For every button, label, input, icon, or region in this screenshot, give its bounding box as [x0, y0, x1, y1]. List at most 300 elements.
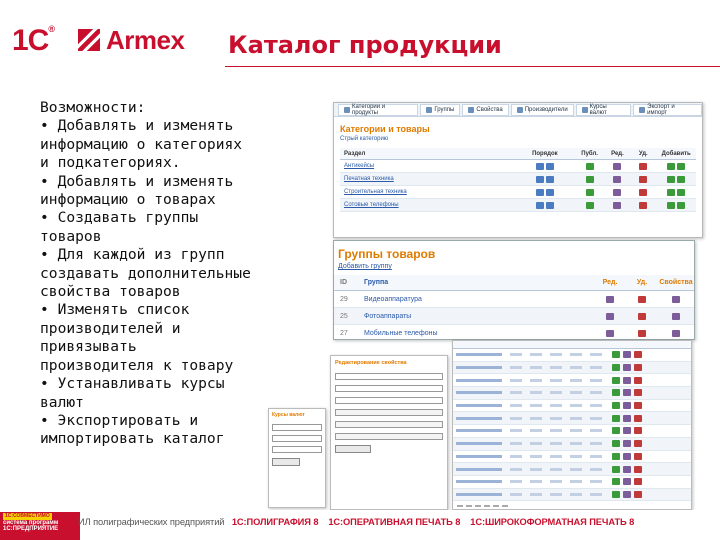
col-edit: Ред. [611, 150, 624, 157]
tab-label: Экспорт и импорт [647, 103, 675, 116]
feature-line: привязывать [40, 338, 137, 356]
footer-products [78, 517, 634, 527]
tab-icon [344, 107, 350, 113]
feature-line: валют [40, 393, 84, 411]
feature-line: • Изменять список [40, 301, 190, 319]
footer-product-1: 1С:ПОЛИГРАФИЯ 8 [231, 517, 319, 527]
group-id: 27 [340, 329, 348, 337]
feature-line: производителей и [40, 319, 181, 337]
product-cell-placeholder [590, 429, 602, 432]
tab-label: Категории и продукты [351, 103, 386, 116]
edit-icon[interactable] [623, 415, 631, 422]
currency-input[interactable] [272, 424, 322, 431]
product-cell-placeholder [570, 417, 582, 420]
edit-icon[interactable] [623, 453, 631, 460]
order-cell [515, 163, 575, 170]
delete-icon[interactable] [638, 330, 646, 337]
product-cell-placeholder [530, 429, 542, 432]
order-cell [515, 189, 575, 196]
product-cell-placeholder [510, 468, 522, 471]
product-cell-placeholder [510, 366, 522, 369]
properties-icon[interactable] [672, 330, 680, 337]
add-subcategory-icon[interactable] [667, 189, 675, 196]
logo-armex [78, 26, 184, 54]
edit-icon[interactable] [613, 202, 621, 209]
delete-icon[interactable] [634, 453, 642, 460]
product-cell-placeholder [590, 480, 602, 483]
product-cell-placeholder [510, 353, 522, 356]
edit-cell [605, 189, 631, 196]
row-actions [612, 427, 642, 434]
col-published: Публ. [581, 150, 598, 157]
table-row [453, 349, 691, 362]
edit-icon[interactable] [606, 296, 614, 303]
row-actions [612, 351, 642, 358]
table-row [340, 186, 696, 199]
product-name-placeholder[interactable] [456, 417, 502, 420]
row-actions [612, 466, 642, 473]
product-cell-placeholder [550, 353, 562, 356]
delete-cell [630, 202, 656, 209]
product-cell-placeholder [590, 442, 602, 445]
product-cell-placeholder [590, 366, 602, 369]
feature-line: информацию о товарах [40, 191, 216, 209]
product-cell-placeholder [590, 404, 602, 407]
published-icon[interactable] [586, 176, 594, 183]
publish-cell [575, 202, 605, 209]
table-row [453, 438, 691, 451]
group-name[interactable]: Мобильные телефоны [364, 329, 438, 337]
product-cell-placeholder [590, 353, 602, 356]
edit-icon[interactable] [623, 364, 631, 371]
compat-badge-line1: 1С:СОВМЕСТИМО [5, 513, 50, 519]
delete-icon[interactable] [638, 296, 646, 303]
table-row [453, 463, 691, 476]
products-table-body [453, 349, 691, 501]
group-id: 29 [340, 295, 348, 303]
groups-table-body [334, 291, 694, 340]
delete-cell [630, 189, 656, 196]
publish-icon[interactable] [612, 415, 620, 422]
product-cell-placeholder [530, 379, 542, 382]
col-section: Раздел [344, 150, 366, 157]
delete-icon[interactable] [634, 364, 642, 371]
publish-icon[interactable] [612, 453, 620, 460]
groups-table-header [334, 275, 694, 291]
category-name[interactable]: Печатная техника [344, 176, 394, 182]
product-cell-placeholder [590, 391, 602, 394]
table-row [453, 400, 691, 413]
order-cell [515, 176, 575, 183]
published-icon[interactable] [586, 163, 594, 170]
edit-cell [594, 330, 626, 337]
move-down-icon[interactable] [536, 176, 544, 183]
group-name[interactable]: Фотоаппараты [364, 312, 412, 320]
feature-line: • Устанавливать курсы [40, 375, 225, 393]
delete-icon[interactable] [638, 313, 646, 320]
product-name-placeholder[interactable] [456, 353, 502, 356]
delete-cell [626, 313, 658, 320]
col-order: Порядок [532, 150, 558, 157]
publish-cell [575, 176, 605, 183]
product-cell-placeholder [570, 366, 582, 369]
pager [457, 505, 508, 507]
product-cell-placeholder [510, 493, 522, 496]
product-cell-placeholder [510, 455, 522, 458]
product-cell-placeholder [570, 493, 582, 496]
row-actions [612, 440, 642, 447]
properties-icon[interactable] [672, 296, 680, 303]
add-cell [656, 176, 696, 183]
add-cell [656, 202, 696, 209]
tab-label: Производители [524, 106, 568, 113]
tab-icon [426, 107, 432, 113]
products-screenshot [452, 340, 692, 510]
delete-icon[interactable] [639, 176, 647, 183]
product-cell-placeholder [570, 353, 582, 356]
delete-icon[interactable] [639, 189, 647, 196]
product-cell-placeholder [550, 429, 562, 432]
currency-screenshot [268, 408, 326, 508]
edit-cell [605, 176, 631, 183]
product-cell-placeholder [530, 353, 542, 356]
feature-line: информацию о категориях [40, 135, 243, 153]
feature-line: свойства товаров [40, 283, 181, 301]
edit-cell [594, 313, 626, 320]
compat-badge-line3: 1С:ПРЕДПРИЯТИЕ [3, 526, 59, 532]
product-cell-placeholder [550, 379, 562, 382]
product-cell-placeholder [550, 455, 562, 458]
group-name[interactable]: Видеоаппаратура [364, 295, 422, 303]
publish-icon[interactable] [612, 440, 620, 447]
delete-icon[interactable] [634, 466, 642, 473]
product-name-placeholder[interactable] [456, 455, 502, 458]
groups-screenshot [333, 240, 695, 340]
property-type-select[interactable] [335, 409, 443, 416]
product-cell-placeholder [550, 366, 562, 369]
product-name-placeholder[interactable] [456, 366, 502, 369]
product-cell-placeholder [510, 391, 522, 394]
product-cell-placeholder [570, 429, 582, 432]
edit-icon[interactable] [606, 330, 614, 337]
row-actions [612, 402, 642, 409]
product-name-placeholder[interactable] [456, 468, 502, 471]
row-actions [612, 377, 642, 384]
footer-prefix: ИЛ полиграфических предприятий [78, 517, 225, 527]
edit-icon[interactable] [606, 313, 614, 320]
category-name[interactable]: Сотовые телефоны [344, 202, 399, 208]
table-row [453, 476, 691, 489]
property-name-input[interactable] [335, 373, 443, 380]
edit-icon[interactable] [613, 163, 621, 170]
product-cell-placeholder [530, 455, 542, 458]
tab-item[interactable] [338, 104, 418, 116]
properties-icon[interactable] [672, 313, 680, 320]
product-cell-placeholder [530, 442, 542, 445]
feature-line: и подкатегориях. [40, 154, 181, 172]
product-cell-placeholder [570, 480, 582, 483]
edit-icon[interactable] [623, 351, 631, 358]
feature-line: импортировать каталог [40, 430, 225, 448]
currency-title: Курсы валют [272, 412, 305, 418]
edit-icon[interactable] [623, 478, 631, 485]
group-id: 25 [340, 312, 348, 320]
publish-icon[interactable] [612, 402, 620, 409]
save-button[interactable] [272, 458, 300, 466]
product-cell-placeholder [530, 417, 542, 420]
delete-icon[interactable] [634, 491, 642, 498]
table-row [453, 451, 691, 464]
product-cell-placeholder [550, 493, 562, 496]
delete-icon[interactable] [634, 415, 642, 422]
col-group: Группа [364, 279, 389, 286]
col-add: Добавить [661, 150, 691, 157]
product-cell-placeholder [590, 493, 602, 496]
table-row [334, 325, 694, 340]
col-id: ID [340, 279, 347, 286]
add-group-link[interactable]: Добавить группу [338, 263, 392, 270]
publish-icon[interactable] [612, 389, 620, 396]
published-icon[interactable] [586, 202, 594, 209]
page-6[interactable] [502, 505, 508, 507]
page-2[interactable] [466, 505, 472, 507]
product-cell-placeholder [570, 455, 582, 458]
edit-cell [605, 202, 631, 209]
publish-icon[interactable] [612, 466, 620, 473]
product-cell-placeholder [510, 417, 522, 420]
publish-icon[interactable] [612, 351, 620, 358]
move-up-icon[interactable] [546, 176, 554, 183]
product-cell-placeholder [530, 404, 542, 407]
property-value-input[interactable] [335, 385, 443, 392]
page-4[interactable] [484, 505, 490, 507]
product-cell-placeholder [550, 442, 562, 445]
feature-line: производителя к товару [40, 356, 234, 374]
move-down-icon[interactable] [536, 189, 544, 196]
product-cell-placeholder [590, 455, 602, 458]
tab-icon [582, 107, 588, 113]
edit-icon[interactable] [623, 427, 631, 434]
delete-icon[interactable] [634, 402, 642, 409]
property-display-select[interactable] [335, 433, 443, 440]
products-table-header [453, 341, 691, 349]
tab-label: Свойства [476, 106, 503, 113]
categories-subtitle[interactable]: Стрый категорию [340, 136, 389, 142]
product-name-placeholder[interactable] [456, 493, 502, 496]
delete-icon[interactable] [639, 202, 647, 209]
logo-1c-text: 1С [12, 24, 49, 57]
table-row [453, 425, 691, 438]
product-name-placeholder[interactable] [456, 379, 502, 382]
delete-icon[interactable] [634, 478, 642, 485]
edit-icon[interactable] [623, 491, 631, 498]
table-row [340, 173, 696, 186]
col-edit: Ред. [602, 279, 618, 286]
product-cell-placeholder [570, 442, 582, 445]
edit-icon[interactable] [623, 377, 631, 384]
delete-icon[interactable] [634, 377, 642, 384]
edit-icon[interactable] [623, 466, 631, 473]
row-actions [612, 491, 642, 498]
page-3[interactable] [475, 505, 481, 507]
properties-cell [658, 313, 694, 320]
add-subcategory-icon[interactable] [667, 202, 675, 209]
categories-table-header [340, 148, 696, 160]
row-actions [612, 478, 642, 485]
table-row [334, 308, 694, 325]
table-row [453, 412, 691, 425]
edit-cell [605, 163, 631, 170]
logo-armex-text: Armex [106, 24, 185, 55]
edit-icon[interactable] [613, 176, 621, 183]
tab-icon [639, 107, 645, 113]
tab-icon [517, 107, 523, 113]
delete-icon[interactable] [634, 440, 642, 447]
add-cell [656, 189, 696, 196]
table-row [340, 199, 696, 212]
add-product-icon[interactable] [677, 176, 685, 183]
compat-badge [0, 512, 80, 540]
product-name-placeholder[interactable] [456, 391, 502, 394]
publish-icon[interactable] [612, 377, 620, 384]
add-product-icon[interactable] [677, 189, 685, 196]
publish-cell [575, 163, 605, 170]
product-cell-placeholder [550, 404, 562, 407]
delete-cell [630, 176, 656, 183]
feature-line: • Добавлять и изменять [40, 172, 234, 190]
tab-label: Группы [434, 106, 455, 113]
category-name[interactable]: Антикейсы [344, 163, 375, 169]
publish-icon[interactable] [612, 478, 620, 485]
tab-item[interactable] [420, 104, 460, 116]
product-cell-placeholder [550, 480, 562, 483]
delete-icon[interactable] [639, 163, 647, 170]
feature-line: • Создавать группы [40, 209, 199, 227]
footer-product-3: 1С:ШИРОКОФОРМАТНАЯ ПЕЧАТЬ 8 [470, 517, 635, 527]
delete-cell [630, 163, 656, 170]
col-delete: Уд. [638, 150, 648, 157]
categories-screenshot [333, 102, 703, 238]
edit-property-title: Редактирование свойства [335, 360, 407, 366]
product-cell-placeholder [570, 468, 582, 471]
publish-icon[interactable] [612, 427, 620, 434]
feature-line: • Добавлять и изменять [40, 117, 234, 135]
delete-icon[interactable] [634, 427, 642, 434]
product-cell-placeholder [590, 417, 602, 420]
table-row [453, 362, 691, 375]
product-name-placeholder[interactable] [456, 429, 502, 432]
tab-item[interactable] [511, 104, 574, 116]
product-cell-placeholder [570, 379, 582, 382]
feature-line: Возможности: [40, 99, 146, 116]
properties-cell [658, 330, 694, 337]
feature-line: создавать дополнительные [40, 264, 251, 282]
edit-icon[interactable] [623, 402, 631, 409]
move-up-icon[interactable] [546, 189, 554, 196]
currency-input[interactable] [272, 446, 322, 453]
product-name-placeholder[interactable] [456, 442, 502, 445]
table-row [453, 374, 691, 387]
compat-badge-line2: система программ [3, 519, 59, 526]
categories-title: Категории и товары [340, 124, 430, 134]
add-product-icon[interactable] [677, 202, 685, 209]
edit-icon[interactable] [623, 440, 631, 447]
col-properties: Свойства [659, 279, 693, 286]
product-cell-placeholder [530, 468, 542, 471]
table-row [453, 489, 691, 502]
publish-icon[interactable] [612, 364, 620, 371]
add-subcategory-icon[interactable] [667, 176, 675, 183]
currency-input[interactable] [272, 435, 322, 442]
features-list [40, 99, 280, 449]
row-actions [612, 453, 642, 460]
move-down-icon[interactable] [536, 202, 544, 209]
property-unit-input[interactable] [335, 397, 443, 404]
publish-cell [575, 189, 605, 196]
product-cell-placeholder [550, 417, 562, 420]
product-cell-placeholder [530, 493, 542, 496]
footer-product-2: 1С:ОПЕРАТИВНАЯ ПЕЧАТЬ 8 [328, 517, 461, 527]
armex-mark-icon [78, 29, 100, 51]
edit-property-screenshot [330, 355, 448, 510]
delete-icon[interactable] [634, 389, 642, 396]
product-name-placeholder[interactable] [456, 480, 502, 483]
save-button[interactable] [335, 445, 371, 453]
feature-line: • Для каждой из групп [40, 246, 225, 264]
page-title: Каталог продукции [228, 31, 502, 59]
product-cell-placeholder [570, 404, 582, 407]
delete-icon[interactable] [634, 351, 642, 358]
add-product-icon[interactable] [677, 163, 685, 170]
edit-cell [594, 296, 626, 303]
move-up-icon[interactable] [546, 163, 554, 170]
row-actions [612, 415, 642, 422]
tab-item[interactable] [576, 104, 632, 116]
product-cell-placeholder [530, 366, 542, 369]
move-down-icon[interactable] [536, 163, 544, 170]
product-cell-placeholder [510, 442, 522, 445]
tab-label: Курсы валют [589, 103, 607, 116]
edit-icon[interactable] [613, 189, 621, 196]
product-cell-placeholder [510, 404, 522, 407]
add-subcategory-icon[interactable] [667, 163, 675, 170]
category-name[interactable]: Строительная техника [344, 189, 407, 195]
tab-item[interactable] [462, 104, 508, 116]
product-cell-placeholder [570, 391, 582, 394]
product-cell-placeholder [510, 480, 522, 483]
logo-1c [12, 24, 54, 58]
product-cell-placeholder [530, 480, 542, 483]
publish-icon[interactable] [612, 491, 620, 498]
page-5[interactable] [493, 505, 499, 507]
product-cell-placeholder [530, 391, 542, 394]
table-row [340, 160, 696, 173]
page-1[interactable] [457, 505, 463, 507]
move-up-icon[interactable] [546, 202, 554, 209]
published-icon[interactable] [586, 189, 594, 196]
tab-icon [468, 107, 474, 113]
product-cell-placeholder [590, 379, 602, 382]
edit-icon[interactable] [623, 389, 631, 396]
feature-line: • Экспортировать и [40, 411, 199, 429]
tab-item[interactable] [633, 104, 702, 116]
property-kind-select[interactable] [335, 421, 443, 428]
product-name-placeholder[interactable] [456, 404, 502, 407]
table-row [334, 291, 694, 308]
delete-cell [626, 330, 658, 337]
delete-cell [626, 296, 658, 303]
header-divider [225, 66, 720, 67]
